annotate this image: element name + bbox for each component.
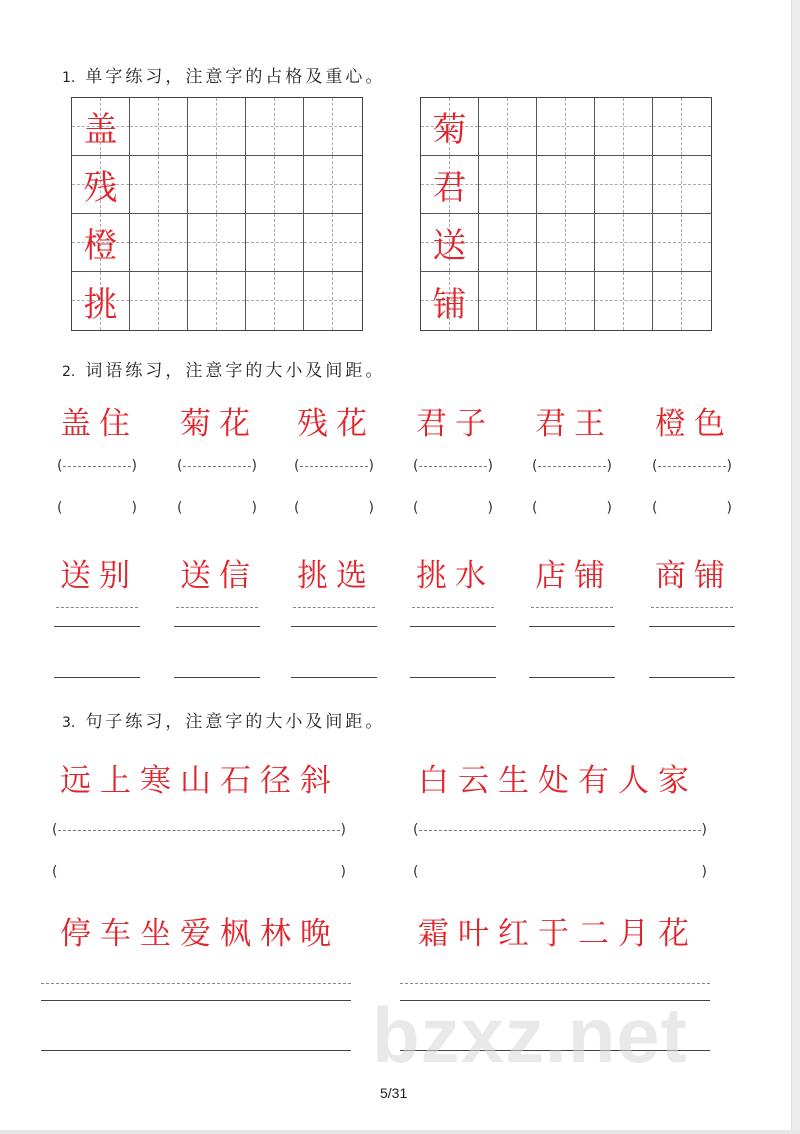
bracket-close: )	[368, 500, 374, 516]
bracket-open: (	[413, 822, 419, 838]
bracket-open: (	[652, 458, 658, 474]
grid-cell	[130, 156, 188, 214]
pinyin-bracket	[52, 864, 346, 880]
pinyin-bracket-dotted	[532, 458, 612, 474]
model-word: 残花	[297, 406, 375, 442]
writing-line	[291, 626, 377, 627]
bracket-close: )	[701, 822, 707, 838]
dotted-guide-line	[412, 607, 494, 608]
tianzige-grid-left	[71, 97, 363, 331]
model-character: 菊	[432, 110, 467, 150]
grid-cell	[188, 156, 246, 214]
bracket-close: )	[487, 500, 493, 516]
dotted-guide	[419, 830, 700, 831]
grid-cell	[653, 156, 711, 214]
dotted-guide	[538, 466, 605, 467]
grid-cell	[421, 272, 479, 330]
bracket-close: )	[251, 458, 257, 474]
pinyin-bracket-dotted	[413, 458, 493, 474]
grid-cell	[72, 214, 130, 272]
pinyin-bracket	[413, 500, 493, 516]
page-number: 5/31	[380, 1085, 408, 1101]
grid-cell	[246, 98, 304, 156]
pinyin-bracket-dotted	[294, 458, 374, 474]
grid-cell	[595, 156, 653, 214]
dotted-guide	[63, 466, 130, 467]
model-character: 残	[83, 168, 118, 208]
grid-cell	[304, 98, 362, 156]
model-word: 君子	[416, 406, 494, 442]
grid-cell	[595, 98, 653, 156]
grid-cell	[130, 214, 188, 272]
dotted-guide	[183, 466, 250, 467]
grid-cell	[304, 214, 362, 272]
grid-cell	[304, 156, 362, 214]
pinyin-bracket	[413, 864, 707, 880]
grid-cell	[188, 272, 246, 330]
grid-cell	[479, 156, 537, 214]
dotted-guide-line	[176, 607, 258, 608]
pinyin-bracket	[532, 500, 612, 516]
bracket-close: )	[340, 864, 346, 880]
section-1-title	[62, 62, 385, 87]
writing-line	[174, 677, 260, 678]
section-title-text: 词语练习，注意字的大小及间距。	[85, 361, 386, 381]
pinyin-bracket-dotted	[57, 458, 137, 474]
page-edge	[791, 0, 800, 1134]
grid-cell	[304, 272, 362, 330]
grid-cell	[537, 214, 595, 272]
model-character: 挑	[83, 284, 118, 325]
bracket-close: )	[487, 458, 493, 474]
grid-cell	[421, 98, 479, 156]
dotted-guide-line	[56, 607, 138, 608]
bracket-close: )	[251, 500, 257, 516]
writing-line	[410, 626, 496, 627]
dotted-guide	[300, 466, 367, 467]
pinyin-bracket-dotted	[652, 458, 732, 474]
section-3-title	[62, 707, 385, 732]
pinyin-bracket	[177, 500, 257, 516]
bracket-open: (	[652, 500, 658, 516]
grid-cell	[537, 156, 595, 214]
page-edge-bottom	[0, 1130, 800, 1134]
watermark: bzxz.net	[372, 991, 688, 1079]
grid-cell	[421, 156, 479, 214]
section-number: 3.	[62, 715, 76, 731]
model-sentence: 停车坐爱枫林晚	[60, 916, 340, 952]
bracket-open: (	[294, 500, 300, 516]
grid-cell	[188, 98, 246, 156]
grid-cell	[653, 272, 711, 330]
dotted-guide	[419, 466, 486, 467]
writing-line	[174, 626, 260, 627]
section-number: 1.	[62, 70, 76, 86]
section-number: 2.	[62, 364, 76, 380]
bracket-open: (	[294, 458, 300, 474]
bracket-open: (	[532, 458, 538, 474]
model-sentence: 白云生处有人家	[418, 763, 698, 799]
section-title-text: 单字练习，注意字的占格及重心。	[85, 67, 386, 87]
writing-line	[54, 626, 140, 627]
grid-cell	[246, 214, 304, 272]
model-word: 菊花	[180, 406, 258, 442]
bracket-open: (	[57, 458, 63, 474]
writing-line	[54, 677, 140, 678]
bracket-close: )	[606, 458, 612, 474]
pinyin-bracket	[294, 500, 374, 516]
grid-cell	[537, 272, 595, 330]
dotted-guide	[658, 466, 725, 467]
dotted-guide-line	[41, 983, 351, 984]
grid-cell	[479, 214, 537, 272]
grid-cell	[188, 214, 246, 272]
grid-cell	[72, 98, 130, 156]
dotted-guide-line	[400, 983, 710, 984]
section-2-title	[62, 356, 385, 381]
bracket-open: (	[52, 822, 58, 838]
pinyin-bracket	[57, 500, 137, 516]
grid-cell	[72, 272, 130, 330]
model-word: 送信	[180, 558, 258, 594]
bracket-close: )	[131, 458, 137, 474]
dotted-guide-line	[293, 607, 375, 608]
bracket-close: )	[701, 864, 707, 880]
bracket-close: )	[340, 822, 346, 838]
model-word: 送别	[60, 558, 138, 594]
dotted-guide	[58, 830, 339, 831]
bracket-close: )	[606, 500, 612, 516]
writing-line	[649, 677, 735, 678]
section-title-text: 句子练习，注意字的大小及间距。	[85, 712, 386, 732]
bracket-open: (	[413, 500, 419, 516]
bracket-close: )	[726, 500, 732, 516]
model-character: 送	[432, 226, 467, 266]
bracket-close: )	[726, 458, 732, 474]
grid-cell	[537, 98, 595, 156]
model-word: 店铺	[535, 558, 613, 594]
grid-cell	[421, 214, 479, 272]
model-word: 橙色	[655, 406, 733, 442]
model-character: 铺	[432, 284, 467, 325]
pinyin-bracket	[652, 500, 732, 516]
model-word: 君王	[535, 406, 613, 442]
bracket-open: (	[52, 864, 58, 880]
pinyin-bracket-dotted	[52, 822, 346, 838]
grid-cell	[246, 272, 304, 330]
model-word: 盖住	[60, 406, 138, 442]
grid-cell	[246, 156, 304, 214]
dotted-guide-line	[531, 607, 613, 608]
dotted-guide-line	[651, 607, 733, 608]
grid-cell	[130, 98, 188, 156]
model-character: 盖	[83, 110, 118, 150]
grid-cell	[479, 272, 537, 330]
writing-line	[41, 1000, 351, 1001]
bracket-open: (	[532, 500, 538, 516]
bracket-open: (	[177, 500, 183, 516]
writing-line	[41, 1050, 351, 1051]
grid-cell	[653, 98, 711, 156]
writing-line	[410, 677, 496, 678]
bracket-open: (	[177, 458, 183, 474]
writing-line	[649, 626, 735, 627]
model-word: 挑选	[297, 558, 375, 594]
pinyin-bracket-dotted	[413, 822, 707, 838]
grid-cell	[479, 98, 537, 156]
grid-cell	[72, 156, 130, 214]
grid-cell	[653, 214, 711, 272]
model-character: 君	[432, 168, 467, 208]
model-word: 挑水	[416, 558, 494, 594]
bracket-open: (	[57, 500, 63, 516]
model-character: 橙	[83, 226, 118, 266]
pinyin-bracket-dotted	[177, 458, 257, 474]
model-sentence: 远上寒山石径斜	[60, 763, 340, 799]
writing-line	[529, 677, 615, 678]
grid-cell	[595, 214, 653, 272]
model-word: 商铺	[655, 558, 733, 594]
writing-line	[529, 626, 615, 627]
bracket-close: )	[368, 458, 374, 474]
grid-cell	[595, 272, 653, 330]
grid-cell	[130, 272, 188, 330]
writing-line	[291, 677, 377, 678]
model-sentence: 霜叶红于二月花	[418, 916, 698, 952]
bracket-close: )	[131, 500, 137, 516]
bracket-open: (	[413, 864, 419, 880]
tianzige-grid-right	[420, 97, 712, 331]
bracket-open: (	[413, 458, 419, 474]
